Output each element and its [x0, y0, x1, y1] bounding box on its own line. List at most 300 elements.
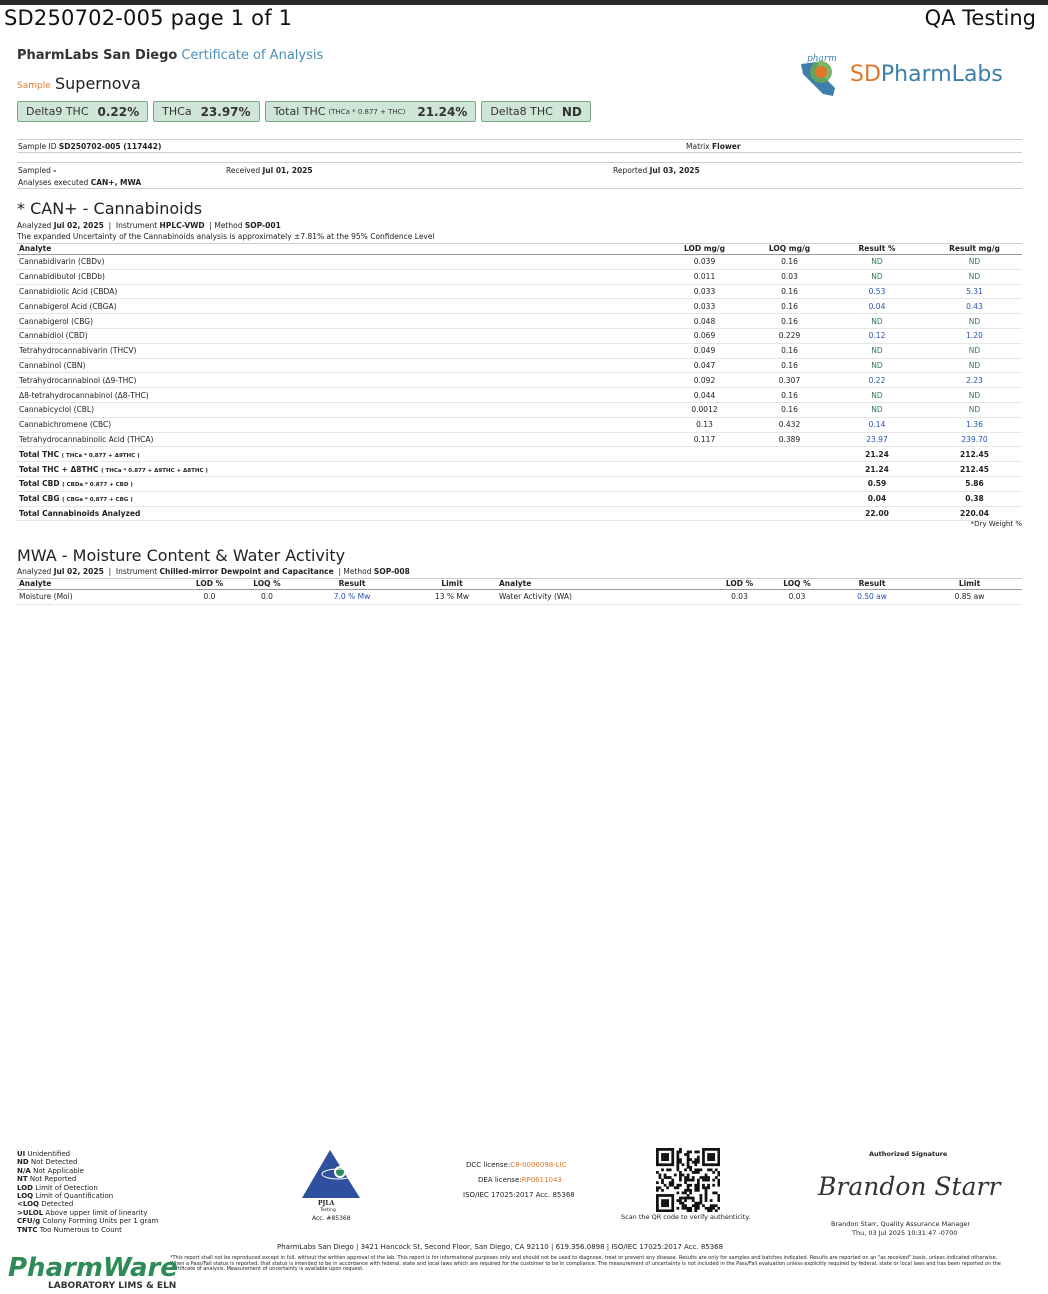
qr-module: [656, 1197, 659, 1200]
qr-module: [666, 1158, 669, 1161]
qr-module: [717, 1181, 720, 1184]
table-cell: 1.20: [927, 328, 1022, 343]
qr-module: [682, 1204, 685, 1207]
table-cell: Cannabidibutol (CBDb): [17, 269, 657, 284]
table-cell: 0.048: [657, 314, 752, 329]
table-cell: 0.432: [752, 417, 827, 432]
qr-module: [717, 1161, 720, 1164]
pjla-logo-icon: [300, 1148, 364, 1200]
qr-module: [659, 1186, 662, 1189]
qr-module: [705, 1189, 708, 1192]
table-cell: ND: [827, 314, 927, 329]
qr-module: [715, 1168, 718, 1171]
qr-module: [705, 1163, 708, 1166]
qr-module: [697, 1181, 700, 1184]
qr-module: [697, 1151, 700, 1154]
table-cell: Cannabidiolic Acid (CBDA): [17, 284, 657, 299]
total-value: 22.00: [827, 506, 927, 521]
legend-abbr: LOD: [17, 1183, 33, 1192]
qr-module: [676, 1168, 679, 1171]
qr-module: [684, 1153, 687, 1156]
qr-module: [717, 1207, 720, 1210]
table-cell: ND: [927, 314, 1022, 329]
qr-module: [676, 1153, 679, 1156]
qr-module: [705, 1194, 708, 1197]
table-row: [17, 402, 1022, 417]
qr-module: [710, 1168, 713, 1171]
table-cell: Cannabidivarin (CBDv): [17, 255, 657, 270]
legend-abbr: UI: [17, 1150, 26, 1158]
sdpharmlabs-logo: SDPharmLabs: [850, 62, 1003, 87]
qr-module: [666, 1148, 669, 1151]
qr-module: [656, 1161, 659, 1164]
qr-module: [676, 1158, 679, 1161]
qr-module: [679, 1158, 682, 1161]
table-cell: Cannabicyclol (CBL): [17, 402, 657, 417]
moisture-title: MWA - Moisture Content & Water Activity: [17, 546, 346, 565]
table-row: [17, 255, 1022, 270]
qr-module: [656, 1202, 659, 1205]
qr-module: [679, 1199, 682, 1202]
qr-module: [700, 1194, 703, 1197]
qr-module: [712, 1163, 715, 1166]
table-row: [17, 432, 1022, 447]
table-cell: 0.047: [657, 358, 752, 373]
qr-module: [671, 1204, 674, 1207]
qr-module: [687, 1161, 690, 1164]
qr-module: [661, 1194, 664, 1197]
qr-module: [689, 1189, 692, 1192]
table-cell: Tetrahydrocannabinol (Δ9-THC): [17, 373, 657, 388]
qr-module: [671, 1194, 674, 1197]
qr-module: [671, 1148, 674, 1151]
table-cell: 23.97: [827, 432, 927, 447]
qr-module: [661, 1181, 664, 1184]
qr-module: [661, 1189, 664, 1192]
table-cell: 0.229: [752, 328, 827, 343]
qr-module: [669, 1148, 672, 1151]
table-row: [17, 373, 1022, 388]
sample-name: Supernova: [55, 74, 141, 93]
qr-module: [679, 1174, 682, 1177]
qr-module: [689, 1207, 692, 1210]
qr-module: [664, 1204, 667, 1207]
qr-module: [674, 1186, 677, 1189]
table-cell: 0.092: [657, 373, 752, 388]
qr-module: [702, 1161, 705, 1164]
qr-module: [671, 1199, 674, 1202]
qr-module: [687, 1197, 690, 1200]
legend-desc: Not Reported: [29, 1175, 77, 1184]
table-cell: ND: [927, 388, 1022, 403]
qr-module: [656, 1156, 659, 1159]
table-cell: 0.033: [657, 284, 752, 299]
qr-module: [682, 1202, 685, 1205]
qr-module: [684, 1199, 687, 1202]
total-name: [17, 462, 657, 477]
total-value: 0.38: [927, 491, 1022, 506]
qr-module: [656, 1204, 659, 1207]
table-cell: 239.70: [927, 432, 1022, 447]
qr-module: [705, 1192, 708, 1195]
qr-module: [689, 1166, 692, 1169]
qr-module: [705, 1148, 708, 1151]
qr-module: [712, 1179, 715, 1182]
col-lod: LOD mg/g: [657, 244, 752, 255]
total-name: [17, 491, 657, 506]
table-cell: Δ8-tetrahydrocannabinol (Δ8-THC): [17, 388, 657, 403]
qr-module: [717, 1153, 720, 1156]
qr-code-icon[interactable]: [656, 1148, 720, 1212]
qr-module: [682, 1207, 685, 1210]
qr-module: [664, 1176, 667, 1179]
qr-module: [682, 1174, 685, 1177]
qr-module: [717, 1158, 720, 1161]
qr-module: [715, 1148, 718, 1151]
qr-module: [710, 1204, 713, 1207]
total-value: 21.24: [827, 462, 927, 477]
qr-module: [679, 1202, 682, 1205]
badge-total-thc: Total THC (THCa * 0.877 + THC) 21.24%: [265, 101, 477, 122]
qr-module: [669, 1163, 672, 1166]
table-cell: 5.31: [927, 284, 1022, 299]
qr-module: [710, 1158, 713, 1161]
qr-module: [697, 1158, 700, 1161]
qr-module: [684, 1181, 687, 1184]
pjla-name: PJLA: [318, 1200, 335, 1207]
uncertainty-note: The expanded Uncertainty of the Cannabinoids analysis is approximately ±7.81% at the 95% Confidence Level: [17, 232, 435, 241]
qr-module: [694, 1171, 697, 1174]
legend-abbr: >ULOL: [17, 1208, 44, 1217]
qr-module: [694, 1151, 697, 1154]
qr-module: [666, 1194, 669, 1197]
qr-module: [669, 1181, 672, 1184]
qr-module: [664, 1174, 667, 1177]
qr-module: [661, 1202, 664, 1205]
legend-desc: Above upper limit of linearity: [45, 1208, 148, 1217]
qr-module: [702, 1184, 705, 1187]
qr-module: [702, 1151, 705, 1154]
divider: [17, 139, 1022, 140]
qr-module: [664, 1202, 667, 1205]
qr-module: [712, 1207, 715, 1210]
qr-module: [697, 1171, 700, 1174]
table-cell: 0.53: [827, 284, 927, 299]
table-cell: Tetrahydrocannabinolic Acid (THCA): [17, 432, 657, 447]
table-cell: Cannabidiol (CBD): [17, 328, 657, 343]
legend-abbr: LOQ: [17, 1192, 34, 1201]
qr-module: [666, 1209, 669, 1212]
qr-module: [671, 1151, 674, 1154]
qr-module: [671, 1156, 674, 1159]
qr-module: [684, 1207, 687, 1210]
qr-module: [687, 1186, 690, 1189]
qr-module: [697, 1179, 700, 1182]
qr-module: [702, 1179, 705, 1182]
qr-module: [700, 1199, 703, 1202]
table-row: [17, 358, 1022, 373]
moisture-meta: Analyzed Jul 02, 2025 | Instrument Chilled-mirror Dewpoint and Capacitance | Method SOP-008: [17, 567, 410, 576]
badge-delta9: Delta9 THC 0.22%: [17, 101, 148, 122]
coa-label: Certificate of Analysis: [181, 48, 324, 63]
qr-module: [666, 1168, 669, 1171]
qr-module: [671, 1158, 674, 1161]
qr-module: [700, 1197, 703, 1200]
table-cell: 0.039: [657, 255, 752, 270]
qr-module: [684, 1197, 687, 1200]
qr-module: [697, 1161, 700, 1164]
qr-module: [712, 1156, 715, 1159]
qr-module: [684, 1189, 687, 1192]
qr-caption: Scan the QR code to verify authenticity.: [621, 1213, 751, 1221]
qr-module: [661, 1168, 664, 1171]
qr-module: [687, 1156, 690, 1159]
sampled-row: Sampled -: [18, 166, 57, 175]
table-header: [17, 244, 1022, 255]
qr-module: [694, 1189, 697, 1192]
legend-abbr: <LOQ: [17, 1200, 39, 1209]
qr-module: [692, 1199, 695, 1202]
legend-item: [17, 1226, 158, 1234]
legend-item: [17, 1209, 158, 1217]
qr-module: [661, 1158, 664, 1161]
qr-module: [689, 1197, 692, 1200]
qr-module: [710, 1207, 713, 1210]
qr-module: [679, 1179, 682, 1182]
qr-module: [656, 1163, 659, 1166]
table-cell: 0.16: [752, 255, 827, 270]
table-cell: ND: [827, 402, 927, 417]
total-value: 0.59: [827, 476, 927, 491]
qr-module: [656, 1199, 659, 1202]
qr-module: [694, 1163, 697, 1166]
qr-module: [671, 1181, 674, 1184]
table-row: [17, 269, 1022, 284]
qr-module: [656, 1209, 659, 1212]
qr-module: [705, 1174, 708, 1177]
qr-module: [676, 1163, 679, 1166]
table-row: [17, 343, 1022, 358]
qr-module: [682, 1192, 685, 1195]
qr-module: [684, 1204, 687, 1207]
cannabinoids-meta: Analyzed Jul 02, 2025 | Instrument HPLC-VWD | Method SOP-001: [17, 221, 281, 230]
total-value: 220.04: [927, 506, 1022, 521]
qr-module: [676, 1207, 679, 1210]
col-result-mg: Result mg/g: [927, 244, 1022, 255]
qr-module: [671, 1179, 674, 1182]
qr-module: [656, 1194, 659, 1197]
qr-module: [702, 1148, 705, 1151]
qr-module: [676, 1192, 679, 1195]
qr-module: [715, 1176, 718, 1179]
table-cell: 0.16: [752, 343, 827, 358]
table-cell: 0.044: [657, 388, 752, 403]
qr-module: [694, 1209, 697, 1212]
qr-module: [679, 1148, 682, 1151]
qr-module: [717, 1171, 720, 1174]
qr-module: [666, 1176, 669, 1179]
qr-module: [687, 1163, 690, 1166]
qr-module: [666, 1202, 669, 1205]
qr-module: [682, 1163, 685, 1166]
qr-module: [694, 1168, 697, 1171]
pjla-sub: Testing: [320, 1208, 336, 1213]
qr-module: [676, 1184, 679, 1187]
legend-desc: Not Applicable: [33, 1166, 84, 1175]
qr-module: [689, 1184, 692, 1187]
total-formula: ( THCa * 0.877 + Δ9THC + Δ8THC ): [101, 467, 208, 474]
qr-module: [697, 1207, 700, 1210]
qr-module: [712, 1184, 715, 1187]
qr-module: [712, 1204, 715, 1207]
qr-module: [684, 1176, 687, 1179]
qr-module: [666, 1186, 669, 1189]
table-row: [17, 284, 1022, 299]
qr-module: [661, 1179, 664, 1182]
qr-module: [705, 1197, 708, 1200]
qr-module: [679, 1184, 682, 1187]
divider: [17, 152, 1022, 153]
qr-module: [669, 1209, 672, 1212]
legend-abbr: TNTC: [17, 1225, 38, 1234]
signature-label: Authorized Signature: [869, 1150, 948, 1158]
table-row: [17, 388, 1022, 403]
qr-module: [687, 1194, 690, 1197]
qr-module: [661, 1156, 664, 1159]
qr-module: [694, 1161, 697, 1164]
table-row: Moisture (Moi) 0.0 0.0 7.0 % Mw 13 % Mw Water Activity (WA) 0.03 0.03 0.50 aw 0.85 aw: [17, 590, 1022, 605]
qr-module: [694, 1207, 697, 1210]
qr-module: [659, 1194, 662, 1197]
table-cell: 0.16: [752, 358, 827, 373]
pharmware-sub: LABORATORY LIMS & ELN: [48, 1281, 177, 1291]
col-analyte: Analyte: [17, 244, 657, 255]
qr-module: [717, 1148, 720, 1151]
qr-module: [707, 1156, 710, 1159]
qr-module: [712, 1153, 715, 1156]
qr-module: [715, 1163, 718, 1166]
table-cell: ND: [827, 343, 927, 358]
qr-module: [692, 1176, 695, 1179]
total-row: [17, 447, 1022, 462]
qr-module: [659, 1163, 662, 1166]
legend-abbr: CFU/g: [17, 1217, 41, 1226]
qr-module: [707, 1168, 710, 1171]
badge-thca: THCa 23.97%: [153, 101, 259, 122]
total-row: [17, 462, 1022, 477]
qr-module: [692, 1179, 695, 1182]
qr-module: [707, 1179, 710, 1182]
qr-module: [676, 1151, 679, 1154]
lab-name: PharmLabs San Diego: [17, 48, 178, 63]
lab-heading: [17, 48, 323, 63]
total-name: [17, 506, 657, 521]
dcc-license: DCC license:C8-0000098-LIC: [466, 1161, 567, 1169]
total-value: 21.24: [827, 447, 927, 462]
qr-module: [717, 1194, 720, 1197]
qr-module: [694, 1184, 697, 1187]
table-cell: ND: [827, 255, 927, 270]
table-cell: ND: [927, 269, 1022, 284]
qr-module: [694, 1202, 697, 1205]
legend-desc: Detected: [41, 1200, 74, 1209]
table-cell: 0.14: [827, 417, 927, 432]
qr-module: [661, 1148, 664, 1151]
qr-module: [671, 1153, 674, 1156]
qr-module: [717, 1156, 720, 1159]
qr-module: [666, 1204, 669, 1207]
qr-module: [666, 1199, 669, 1202]
total-label: Total THC + Δ8THC: [19, 464, 99, 474]
legend-desc: Limit of Quantification: [35, 1192, 114, 1201]
total-value: 212.45: [927, 462, 1022, 477]
qr-module: [717, 1199, 720, 1202]
qr-module: [676, 1199, 679, 1202]
legend-desc: Limit of Detection: [35, 1183, 98, 1192]
qr-module: [707, 1158, 710, 1161]
qr-module: [687, 1174, 690, 1177]
qr-module: [715, 1209, 718, 1212]
qr-module: [707, 1148, 710, 1151]
total-formula: ( CBGa * 0.877 + CBG ): [62, 497, 133, 504]
qr-module: [707, 1207, 710, 1210]
qr-module: [671, 1207, 674, 1210]
table-cell: 0.16: [752, 284, 827, 299]
qr-module: [707, 1153, 710, 1156]
signature-image: Brandon Starr: [818, 1172, 1001, 1201]
table-header: Analyte LOD % LOQ % Result Limit Analyte LOD % LOQ % Result Limit: [17, 579, 1022, 590]
total-row: [17, 506, 1022, 521]
qr-module: [705, 1207, 708, 1210]
signer-name: Brandon Starr, Quality Assurance Manager: [831, 1220, 971, 1228]
qr-module: [659, 1148, 662, 1151]
qr-module: [707, 1163, 710, 1166]
disclaimer: *This report shall not be reproduced except in full, without the written approval of the lab. This report is for informational purposes only and should not be used to diagnose, treat or prevent any disease. Results are only for samples and batches indicated. Results are reported on an "as received" basis, unless indicated otherwise. When a Pass/Fail status is reported, that status is intended to be in accordance with federal, state and local laws which are required for the customer to be in compliance. The measurement of uncertainty is not included in the Pass/Fail evaluation unless explicitly required by federal, state or local laws and has been reported on the certificate of analysis. Measurement of uncertainty is available upon request.: [170, 1255, 1001, 1272]
qr-module: [687, 1176, 690, 1179]
qr-module: [666, 1156, 669, 1159]
table-cell: ND: [827, 358, 927, 373]
table-cell: 0.117: [657, 432, 752, 447]
qr-module: [694, 1158, 697, 1161]
qr-module: [669, 1176, 672, 1179]
qr-module: [671, 1184, 674, 1187]
total-label: Total CBD: [19, 479, 60, 489]
moisture-table: [17, 578, 1022, 605]
table-row: [17, 314, 1022, 329]
qr-module: [705, 1186, 708, 1189]
qr-module: [679, 1197, 682, 1200]
table-cell: 0.03: [752, 269, 827, 284]
col-result-pct: Result %: [827, 244, 927, 255]
table-cell: 0.011: [657, 269, 752, 284]
qr-module: [674, 1174, 677, 1177]
dea-license: DEA license:RP0611043: [478, 1176, 562, 1184]
total-formula: ( CBDa * 0.877 + CBD ): [62, 482, 133, 489]
qr-module: [717, 1151, 720, 1154]
qr-module: [669, 1168, 672, 1171]
abbreviation-legend: [17, 1150, 158, 1234]
table-cell: 0.049: [657, 343, 752, 358]
qr-module: [715, 1204, 718, 1207]
table-cell: 0.43: [927, 299, 1022, 314]
qr-module: [687, 1189, 690, 1192]
legend-desc: Too Numerous to Count: [39, 1225, 122, 1234]
table-cell: ND: [827, 269, 927, 284]
qr-module: [664, 1209, 667, 1212]
table-cell: ND: [927, 343, 1022, 358]
table-row: [17, 417, 1022, 432]
qr-module: [707, 1184, 710, 1187]
